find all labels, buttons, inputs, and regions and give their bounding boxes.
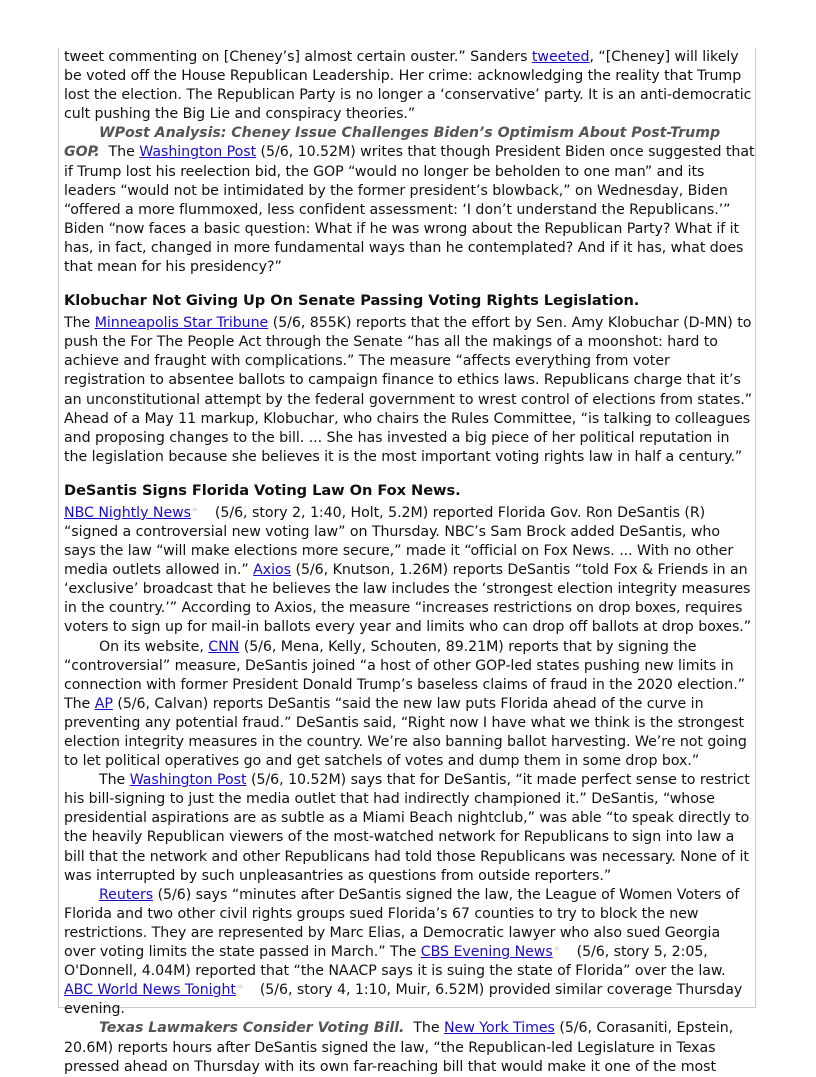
link-reuters[interactable]: Reuters (99, 886, 154, 903)
text: (5/6, 855K) reports that the effort by Sen. Amy Klobuchar (D-MN) to push the For The People Act through the Senate “has all the makings of a moonshot: hard to achieve and fraught with complications.” The measure “affects everything from voter registration to absentee ballots to campaign finance to ethics laws. Republicans charge that it’s an unconstitutional attempt by the federal government to wrest control of elections from states.” Ahead of a May 11 markup, Klobuchar, who chairs the Rules Committee, “is talking to colleagues and proposing changes to the bill. ... She has invested a big piece of her political reputation in the legislation because she believes it is the most important voting rights law in half a century.” (64, 315, 753, 465)
paragraph-nbc-axios (64, 504, 755, 638)
paragraph-cnn-ap (64, 638, 755, 772)
text: The (404, 1020, 444, 1037)
paragraph-washington-post (64, 771, 755, 886)
link-cbs-evening-news[interactable]: CBS Evening News (420, 944, 553, 961)
paragraph-reuters-cbs-abc (64, 886, 755, 1020)
lead-heading: Texas Lawmakers Consider Voting Bill. (99, 1020, 405, 1037)
link-nbc-nightly-news[interactable]: NBC Nightly News (64, 504, 192, 521)
text: (5/6, Mena, Kelly, Schouten, 89.21M) reports that by signing the “controversial” measure, DeSantis joined “a host of other GOP-led states pushing new limits in connection with former President Donald Trump’s baseless claims of fraud in the 2020 election.” The (64, 638, 745, 712)
paragraph-sanders-tweet (64, 48, 755, 124)
text: , “[Cheney] will likely be voted off the House Republican Leadership. Her crime: acknowledging the reality that Trump lost the election. The Republican Party is no longer a ‘conservative’ party. It is an anti-democratic cult pushing the Big Lie and conspiracy theories.” (64, 49, 752, 123)
link-ap[interactable]: AP (94, 695, 113, 712)
link-cnn[interactable]: CNN (208, 638, 240, 655)
section-heading-desantis: DeSantis Signs Florida Voting Law On Fox News. (64, 481, 461, 499)
section-heading-klobuchar: Klobuchar Not Giving Up On Senate Passing Voting Rights Legislation. (64, 292, 640, 310)
video-clip-icon[interactable]: ▫ (237, 983, 242, 991)
link-washington-post[interactable]: Washington Post (139, 144, 257, 161)
link-star-tribune[interactable]: Minneapolis Star Tribune (94, 315, 269, 332)
text: (5/6, story 4, 1:10, Muir, 6.52M) provided similar coverage Thursday evening. (64, 982, 747, 1018)
document-page (58, 48, 756, 1075)
paragraph-texas (64, 1019, 755, 1076)
link-washington-post-2[interactable]: Washington Post (129, 772, 247, 789)
link-axios[interactable]: Axios (253, 562, 292, 579)
text: On its website, (99, 638, 209, 655)
text: (5/6) says “minutes after DeSantis signed the law, the League of Women Voters of Florida and two other civil rights groups sued Florida’s 67 counties to try to block the new restrictions. They are represented by Marc Elias, a Democratic lawyer who also sued Georgia over voting limits the state passed in March.” The (64, 886, 740, 961)
text: The (99, 144, 140, 161)
text: (5/6, Calvan) reports DeSantis “said the new law puts Florida ahead of the curve in preventing any potential fraud.” DeSantis said, “Right now I have what we think is the strongest election integrity measures in the country. We’re also banning ballot harvesting. We’re not going to let political operatives go and get satchels of votes and dump them in some drop box.” (64, 695, 747, 770)
video-clip-icon[interactable]: ▫ (554, 945, 559, 953)
text: (5/6, story 2, 1:40, Holt, 5.2M) reported Florida Gov. Ron DeSantis (R) “signed a controversial new voting law” on Thursday. NBC’s Sam Brock added DeSantis, who says the law “will make elections more secure,” made it “official on Fox News. ... With no other media outlets allowed in.” (64, 504, 738, 579)
paragraph-klobuchar (64, 314, 755, 467)
text: The (64, 315, 95, 332)
link-tweeted[interactable]: tweeted (531, 49, 590, 65)
link-new-york-times[interactable]: New York Times (443, 1020, 555, 1037)
link-abc-world-news-tonight[interactable]: ABC World News Tonight (64, 982, 236, 999)
text: (5/6, Knutson, 1.26M) reports DeSantis “told Fox & Friends in an ‘exclusive’ broadcast that he believes the law includes the ‘strongest election integrity measures in the country.’” According to Axios, the measure “increases restrictions on drop boxes, requires voters to sign up for mail-in ballots every year and limits who can drop off ballots at drop boxes.” (64, 562, 752, 636)
text: The (99, 772, 130, 789)
text: (5/6, story 5, 2:05, O'Donnell, 4.04M) reported that “the NAACP says it is suing the state of Florida” over the law. (64, 944, 731, 980)
text: tweet commenting on [Cheney’s] almost certain ouster.” Sanders (64, 49, 532, 65)
text: (5/6, 10.52M) writes that though President Biden once suggested that if Trump lost his reelection bid, the GOP “would no longer be beholden to one man” and its leaders “would not be intimidated by the former president’s blowback,” on Wednesday, Biden “offered a more flummoxed, less confident assessment: ‘I don’t understand the Republicans.’” Biden “now faces a basic question: What if he was wrong about the Republican Party? What if it has, in fact, changed in more fundamental ways than he contemplated? And if it has, what does that mean for his presidency?” (64, 144, 755, 276)
video-clip-icon[interactable]: ▫ (193, 506, 198, 514)
text: (5/6, Corasaniti, Epstein, 20.6M) reports hours after DeSantis signed the law, “the Republican-led Legislature in Texas pressed ahead on Thursday with its own far-reaching bill that would make it one of the most (64, 1020, 734, 1075)
document-body (64, 48, 755, 1077)
paragraph-wpost-analysis (64, 124, 755, 277)
lead-heading: WPost Analysis: Cheney Issue Challenges Biden’s Optimism About Post-Trump GOP. (64, 125, 721, 161)
text: (5/6, 10.52M) says that for DeSantis, “it made perfect sense to restrict his bill-signing to just the media outlet that had indirectly championed it.” DeSantis, “whose presidential aspirations are as subtle as a Miami Beach nightclub,” was able “to speak directly to the heavily Republican viewers of the most-watched network for Republicans to sign into law a bill that the network and other Republicans had told those Republicans was necessary. None of it was interrupted by such unpleasantries as questions from outside reporters.” (64, 772, 750, 884)
